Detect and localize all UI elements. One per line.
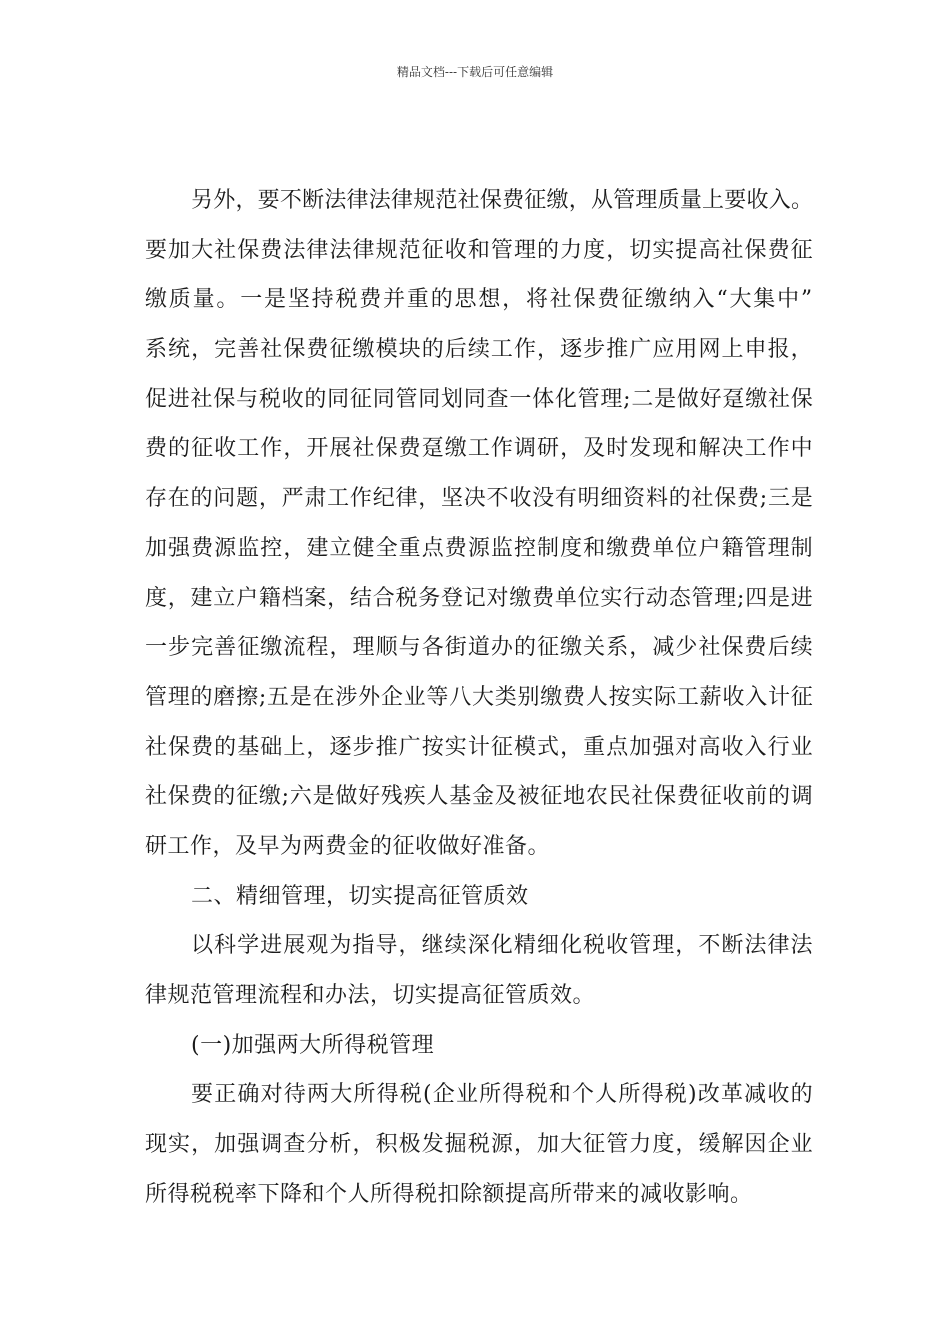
text-line: 度，建立户籍档案，结合税务登记对缴费单位实行动态管理;四是进 [145, 585, 814, 611]
text-line: 现实，加强调查分析，积极发掘税源，加大征管力度，缓解因企业 [145, 1132, 814, 1158]
text-line: 另外，要不断法律法律规范社保费征缴，从管理质量上要收入。 [191, 188, 814, 213]
text-line: 费的征收工作，开展社保费趸缴工作调研，及时发现和解决工作中 [145, 436, 814, 462]
text-line: 管理的磨擦;五是在涉外企业等八大类别缴费人按实际工薪收入计征 [145, 684, 814, 710]
text-line: 研工作，及早为两费金的征收做好准备。 [145, 833, 551, 859]
text-line: 以科学进展观为指导，继续深化精细化税收管理，不断法律法 [191, 933, 814, 959]
text-line: 所得税税率下降和个人所得税扣除额提高所带来的减收影响。 [145, 1181, 753, 1207]
page-header: 精品文档---下载后可任意编辑 [396, 65, 554, 79]
text-line: 要正确对待两大所得税(企业所得税和个人所得税)改革减收的 [191, 1082, 814, 1108]
text-line: 社保费的征缴;六是做好残疾人基金及被征地农民社保费征收前的调 [145, 784, 814, 810]
text-line: 存在的问题，严肃工作纪律，坚决不收没有明细资料的社保费;三是 [145, 486, 814, 512]
paragraph [145, 1070, 813, 1219]
text-line: 一步完善征缴流程，理顺与各街道办的征缴关系，减少社保费后续 [145, 635, 814, 661]
text-line: 促进社保与税收的同征同管同划同查一体化管理;二是做好趸缴社保 [145, 386, 814, 412]
text-line: 二、精细管理，切实提高征管质效 [191, 883, 529, 909]
text-line: 加强费源监控，建立健全重点费源监控制度和缴费单位户籍管理制 [145, 535, 814, 561]
document-body [145, 176, 813, 1219]
text-line: 社保费的基础上，逐步推广按实计征模式，重点加强对高收入行业 [145, 734, 814, 760]
text-line: 缴质量。一是坚持税费并重的思想，将社保费征缴纳入“大集中” [145, 287, 814, 313]
text-line: 要加大社保费法律法律规范征收和管理的力度，切实提高社保费征 [145, 237, 814, 263]
text-line: (一)加强两大所得税管理 [191, 1032, 435, 1058]
text-line: 系统，完善社保费征缴模块的后续工作，逐步推广应用网上申报， [145, 337, 814, 363]
text-line: 律规范管理流程和办法，切实提高征管质效。 [145, 983, 596, 1008]
paragraph [145, 872, 813, 922]
paragraph [145, 1021, 813, 1071]
paragraph [145, 176, 813, 872]
paragraph [145, 921, 813, 1020]
